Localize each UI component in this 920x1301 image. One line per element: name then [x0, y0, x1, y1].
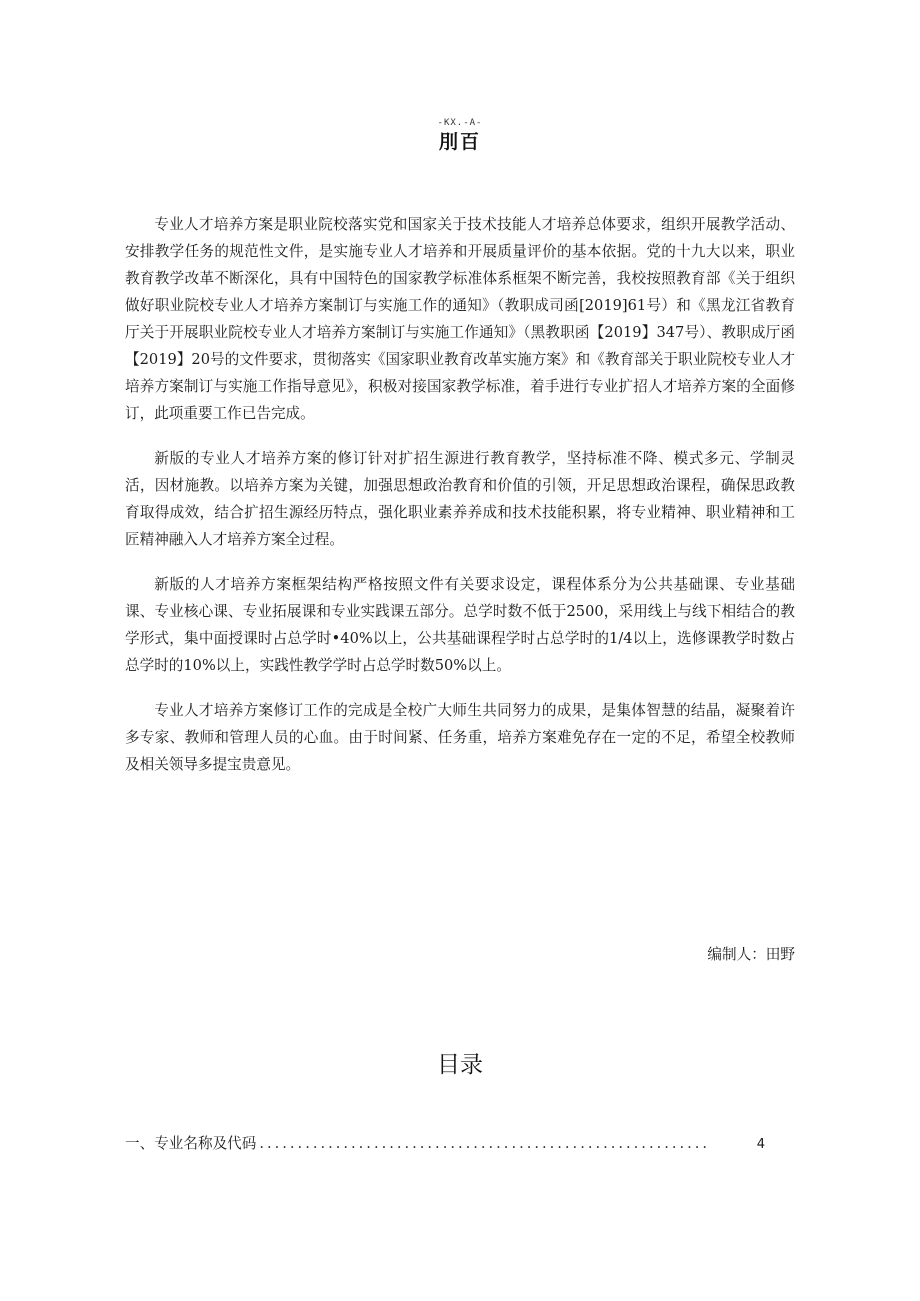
paragraph: 专业人才培养方案是职业院校落实党和国家关于技术技能人才培养总体要求，组织开展教学活动、安排教学任务的规范性文件，是实施专业人才培养和开展质量评价的基本依据。党的十九大以来，职业教育教学改革不断深化，具有中国特色的国家教学标准体系框架不断完善，我校按照教育部《关于组织做好职业院校专业人才培养方案制订与实施工作的通知》（教职成司函[2019]61号）和《黑龙江省教育厅关于开展职业院校专业人才培养方案制订与实施工作通知》（黑教职函【2019】347号）、教职成厅函【2019】20号的文件要求，贯彻落实《国家职业教育改革实施方案》和《教育部关于职业院校专业人才培养方案制订与实施工作指导意见》，积极对接国家教学标准，着手进行专业扩招人才培养方案的全面修订，此项重要工作已告完成。 [125, 216, 795, 422]
paragraph: 新版的人才培养方案框架结构严格按照文件有关要求设定，课程体系分为公共基础课、专业基础课、专业核心课、专业拓展课和专业实践课五部分。总学时数不低于2500，采用线上与线下相结合的教学形式，集中面授课时占总学时•40%以上，公共基础课程学时占总学时的1/4以上，选修课教学时数占总学时的10%以上，实践性教学学时占总学时数50%以上。 [125, 576, 795, 674]
paragraph: 专业人才培养方案修订工作的完成是全校广大师生共同努力的成果，是集体智慧的结晶，凝聚着许多专家、教师和管理人员的心血。由于时间紧、任务重，培养方案难免存在一定的不足，希望全校教师及相关领导多提宝贵意见。 [125, 702, 795, 773]
preface-body [125, 211, 795, 796]
toc-entry-label: 一、专业名称及代码 [125, 1135, 257, 1152]
toc-leader-dots: ........................................................... [259, 1135, 711, 1152]
header-mark: -KX.-A- [437, 118, 483, 128]
table-of-contents [125, 1132, 765, 1153]
toc-entry-page: 4 [756, 1137, 765, 1152]
author-signature: 编制人：田野 [707, 946, 795, 963]
toc-entry[interactable] [125, 1132, 765, 1153]
page-title: 刖百 [438, 131, 481, 153]
paragraph: 新版的专业人才培养方案的修订针对扩招生源进行教育教学，坚持标准不降、模式多元、学制灵活，因材施教。以培养方案为关键，加强思想政治教育和价值的引领，开足思想政治课程，确保思政教育取得成效，结合扩招生源经历特点，强化职业素养养成和技术技能积累，将专业精神、职业精神和工匠精神融入人才培养方案全过程。 [125, 450, 795, 548]
toc-title: 目录 [437, 1052, 483, 1078]
